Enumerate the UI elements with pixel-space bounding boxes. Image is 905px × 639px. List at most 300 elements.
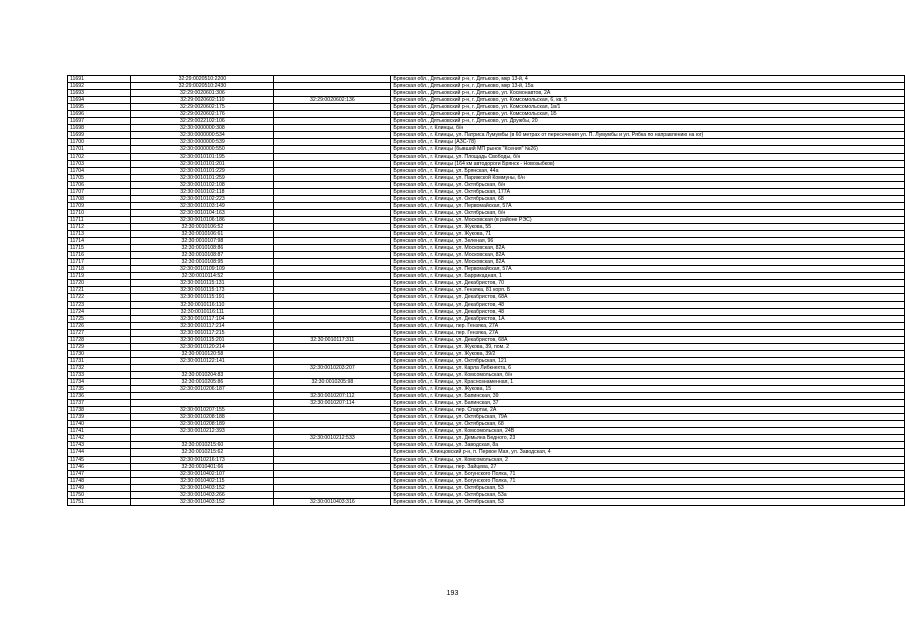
table-row [68,90,905,97]
row-number-cell: 11726 [68,322,131,329]
row-number-cell: 11721 [68,287,131,294]
related-cadastral-number-cell [274,160,391,167]
related-cadastral-number-cell: 32:30:0010205:98 [274,379,391,386]
cadastral-number-cell: 32:30:0010117:215 [131,329,274,336]
row-number-cell: 11702 [68,153,131,160]
cadastral-number-cell: 32:30:0010104:163 [131,209,274,216]
table-row [68,379,905,386]
related-cadastral-number-cell [274,301,391,308]
address-cell: Брянская обл., г. Клинцы, ул. Октябрьская, 53а [391,491,905,498]
table-row [68,484,905,491]
table-row [68,252,905,259]
row-number-cell: 11735 [68,386,131,393]
cadastral-number-cell: 32:30:0010116:111 [131,308,274,315]
related-cadastral-number-cell: 32:30:0010207:114 [274,400,391,407]
row-number-cell: 11716 [68,252,131,259]
address-cell: Брянская обл., г. Клинцы, пер. Спартак, 2А [391,407,905,414]
related-cadastral-number-cell [274,266,391,273]
related-cadastral-number-cell [274,245,391,252]
related-cadastral-number-cell [274,315,391,322]
table-row [68,132,905,139]
related-cadastral-number-cell [274,470,391,477]
cadastral-number-cell [131,393,274,400]
row-number-cell: 11693 [68,90,131,97]
table-row [68,442,905,449]
related-cadastral-number-cell [274,111,391,118]
cadastral-number-cell: 32:30:0010122:141 [131,357,274,364]
table-row [68,315,905,322]
table-row [68,400,905,407]
table-row [68,456,905,463]
related-cadastral-number-cell [274,104,391,111]
table-row [68,329,905,336]
cadastral-number-cell: 32:30:0000000:539 [131,139,274,146]
related-cadastral-number-cell [274,188,391,195]
cadastral-number-cell: 32:30:0010102:223 [131,195,274,202]
table-row [68,357,905,364]
related-cadastral-number-cell [274,357,391,364]
related-cadastral-number-cell [274,484,391,491]
cadastral-number-cell: 32:30:0010115:131 [131,280,274,287]
table-row [68,167,905,174]
table-row [68,209,905,216]
cadastral-number-cell: 32:30:0010106:186 [131,216,274,223]
row-number-cell: 11722 [68,294,131,301]
address-cell: Брянская обл., г. Клинцы, ул. Московская, 82А [391,252,905,259]
table-row [68,238,905,245]
related-cadastral-number-cell: 32:29:0020602:136 [274,97,391,104]
address-cell: Брянская обл., г. Клинцы, ул. Жукова, 55 [391,223,905,230]
related-cadastral-number-cell [274,273,391,280]
cadastral-number-cell: 32:30:0010102:108 [131,181,274,188]
related-cadastral-number-cell [274,181,391,188]
table-row [68,195,905,202]
cadastral-number-cell: 32:30:0010403:152 [131,498,274,505]
registry-table [67,75,905,506]
row-number-cell: 11727 [68,329,131,336]
table-row [68,231,905,238]
address-cell: Брянская обл., г. Клинцы, ул. Брянская, 44а [391,167,905,174]
address-cell: Брянская обл., Клинцовский р-н, п. Первое Мая, ул. Заводская, 4 [391,449,905,456]
address-cell: Брянская обл., г. Клинцы, ул. Богунского Полка, 71 [391,470,905,477]
cadastral-number-cell: 32:30:0010115:191 [131,294,274,301]
table-row [68,202,905,209]
address-cell: Брянская обл., Дятьковский р-н, г. Дятьково, мкр 13-й, 4 [391,76,905,83]
address-cell: Брянская обл., г. Клинцы, ул. Московская, 82А [391,245,905,252]
row-number-cell: 11732 [68,364,131,371]
address-cell: Брянская обл., г. Клинцы, ул. Декабристов, 1А [391,315,905,322]
cadastral-number-cell: 32:30:0010216:173 [131,456,274,463]
row-number-cell: 11741 [68,428,131,435]
address-cell: Брянская обл., Дятьковский р-н, г. Дятьково, мкр 13-й, 15а [391,83,905,90]
related-cadastral-number-cell [274,329,391,336]
address-cell: Брянская обл., г. Клинцы, ул. Заводская, 8а [391,442,905,449]
row-number-cell: 11692 [68,83,131,90]
address-cell: Брянская обл., г. Клинцы, ул. Первомайская, 57А [391,266,905,273]
address-cell: Брянская обл., Дятьковский р-н, г. Дятьково, ул. Дружбы, 20 [391,118,905,125]
related-cadastral-number-cell [274,414,391,421]
address-cell: Брянская обл., г. Клинцы, ул. Демьяна Бедного, 23 [391,435,905,442]
table-row [68,146,905,153]
table-row [68,498,905,505]
table-row [68,491,905,498]
table-row [68,245,905,252]
cadastral-number-cell: 32:30:0010120:58 [131,350,274,357]
cadastral-number-cell: 32:30:0010106:61 [131,231,274,238]
row-number-cell: 11697 [68,118,131,125]
table-row [68,153,905,160]
cadastral-number-cell: 32:30:0010109:109 [131,266,274,273]
row-number-cell: 11730 [68,350,131,357]
table-row [68,83,905,90]
address-cell: Брянская обл., г. Клинцы, ул. Комсомольская, 24В [391,428,905,435]
cadastral-number-cell: 32:30:0010212:393 [131,428,274,435]
address-cell: Брянская обл., г. Клинцы, ул. Карла Либкнехта, 6 [391,364,905,371]
cadastral-number-cell: 32:30:0010204:83 [131,371,274,378]
row-number-cell: 11719 [68,273,131,280]
cadastral-number-cell: 32:30:0000000:534 [131,132,274,139]
address-cell: Брянская обл., г. Клинцы, ул. Декабристов, 68А [391,336,905,343]
table-row [68,371,905,378]
table-row [68,181,905,188]
address-cell: Брянская обл., г. Клинцы, ул. Комсомольская, б/н [391,371,905,378]
row-number-cell: 11742 [68,435,131,442]
row-number-cell: 11733 [68,371,131,378]
table-row [68,364,905,371]
related-cadastral-number-cell [274,371,391,378]
address-cell: Брянская обл., Дятьковский р-н, г. Дятьково, ул. Комсомольская, 6, кв. 5 [391,97,905,104]
address-cell: Брянская обл., г. Клинцы, ул. Октябрьская, 121 [391,357,905,364]
related-cadastral-number-cell [274,132,391,139]
cadastral-number-cell: 32:30:0010108:86 [131,245,274,252]
cadastral-number-cell: 32:30:0010107:98 [131,238,274,245]
cadastral-number-cell: 32:30:0010402:115 [131,477,274,484]
table-row [68,449,905,456]
row-number-cell: 11749 [68,484,131,491]
related-cadastral-number-cell [274,216,391,223]
row-number-cell: 11718 [68,266,131,273]
cadastral-number-cell: 32:30:0010101:195 [131,153,274,160]
table-row [68,273,905,280]
related-cadastral-number-cell [274,202,391,209]
cadastral-number-cell: 32:30:0010120:214 [131,343,274,350]
address-cell: Брянская обл., г. Клинцы, ул. Октябрьская, 53 [391,484,905,491]
related-cadastral-number-cell [274,280,391,287]
address-cell: Брянская обл., г. Клинцы, ул. Октябрьская, 177А [391,188,905,195]
related-cadastral-number-cell: 32:30:0010212:533 [274,435,391,442]
related-cadastral-number-cell [274,90,391,97]
related-cadastral-number-cell [274,477,391,484]
cadastral-number-cell: 32:30:0010114:52 [131,273,274,280]
cadastral-number-cell: 32:30:0010115:201 [131,336,274,343]
row-number-cell: 11709 [68,202,131,209]
cadastral-number-cell: 32:30:0010108:87 [131,252,274,259]
cadastral-number-cell: 32:30:0010117:214 [131,322,274,329]
address-cell: Брянская обл., г. Клинцы (бывший МП рынок "Ксения" №26) [391,146,905,153]
related-cadastral-number-cell: 32:30:0010403:316 [274,498,391,505]
related-cadastral-number-cell [274,287,391,294]
table-row [68,280,905,287]
table-row [68,104,905,111]
table-row [68,97,905,104]
cadastral-number-cell: 32:29:0020601:306 [131,90,274,97]
address-cell: Брянская обл., г. Клинцы, пер. Гензяка, 27А [391,329,905,336]
table-row [68,188,905,195]
related-cadastral-number-cell [274,463,391,470]
related-cadastral-number-cell [274,350,391,357]
row-number-cell: 11700 [68,139,131,146]
table-row [68,308,905,315]
related-cadastral-number-cell [274,231,391,238]
row-number-cell: 11712 [68,223,131,230]
cadastral-number-cell: 32:30:0010102:118 [131,188,274,195]
table-row [68,174,905,181]
address-cell: Брянская обл., г. Клинцы, ул. Декабристов, 68А [391,294,905,301]
address-cell: Брянская обл., г. Клинцы, ул. Жукова, 39/2 [391,350,905,357]
related-cadastral-number-cell [274,195,391,202]
cadastral-number-cell: 32:29:0020510:2200 [131,76,274,83]
row-number-cell: 11729 [68,343,131,350]
cadastral-number-cell: 32:30:0010103:149 [131,202,274,209]
related-cadastral-number-cell [274,442,391,449]
table-row [68,336,905,343]
row-number-cell: 11699 [68,132,131,139]
address-cell: Брянская обл., г. Клинцы, пер. Гензяка, 27А [391,322,905,329]
row-number-cell: 11710 [68,209,131,216]
address-cell: Брянская обл., г. Клинцы, ул. Московская, 82А [391,259,905,266]
related-cadastral-number-cell [274,146,391,153]
cadastral-number-cell: 32:30:0010106:52 [131,223,274,230]
cadastral-number-cell: 32:30:0010101:229 [131,167,274,174]
related-cadastral-number-cell [274,421,391,428]
row-number-cell: 11751 [68,498,131,505]
row-number-cell: 11703 [68,160,131,167]
row-number-cell: 11724 [68,308,131,315]
cadastral-number-cell: 32:30:0010403:152 [131,484,274,491]
table-row [68,259,905,266]
table-row [68,428,905,435]
row-number-cell: 11734 [68,379,131,386]
address-cell: Брянская обл., г. Клинцы, ул. Зеленая, 96 [391,238,905,245]
related-cadastral-number-cell [274,428,391,435]
related-cadastral-number-cell [274,83,391,90]
table-row [68,350,905,357]
address-cell: Брянская обл., г. Клинцы, ул. Гензяка, 81 корп. Б [391,287,905,294]
row-number-cell: 11750 [68,491,131,498]
related-cadastral-number-cell [274,252,391,259]
table-row [68,76,905,83]
row-number-cell: 11705 [68,174,131,181]
related-cadastral-number-cell [274,139,391,146]
row-number-cell: 11706 [68,181,131,188]
cadastral-number-cell [131,400,274,407]
address-cell: Брянская обл., г. Клинцы, ул. Бапинская, 37 [391,400,905,407]
cadastral-number-cell: 32:29:0022102:106 [131,118,274,125]
row-number-cell: 11691 [68,76,131,83]
cadastral-number-cell: 32:30:0010101:201 [131,160,274,167]
cadastral-number-cell: 32:30:0010401:66 [131,463,274,470]
row-number-cell: 11713 [68,231,131,238]
address-cell: Брянская обл., г. Клинцы, ул. Площадь Свободы, б/н [391,153,905,160]
row-number-cell: 11739 [68,414,131,421]
table-row [68,393,905,400]
address-cell: Брянская обл., г. Клинцы, ул. Парижской Коммуны, б/н [391,174,905,181]
related-cadastral-number-cell [274,449,391,456]
table-row [68,386,905,393]
related-cadastral-number-cell [274,322,391,329]
row-number-cell: 11715 [68,245,131,252]
related-cadastral-number-cell [274,259,391,266]
address-cell: Брянская обл., г. Клинцы, пер. Зайцева, 27 [391,463,905,470]
table-row [68,160,905,167]
related-cadastral-number-cell [274,386,391,393]
cadastral-number-cell: 32:29:0020602:110 [131,97,274,104]
address-cell: Брянская обл., г. Клинцы, ул. Октябрьская, 68 [391,421,905,428]
address-cell: Брянская обл., Дятьковский р-н, г. Дятьково, ул. Космонавтов, 2А [391,90,905,97]
related-cadastral-number-cell [274,76,391,83]
table-row [68,216,905,223]
table-row [68,322,905,329]
cadastral-number-cell: 32:30:0010208:189 [131,421,274,428]
table-row [68,125,905,132]
page-number: 193 [446,590,459,597]
address-cell: Брянская обл., г. Клинцы, ул. Жукова, 71 [391,231,905,238]
row-number-cell: 11736 [68,393,131,400]
table-row [68,343,905,350]
address-cell: Брянская обл., г. Клинцы, ул. Бапинская, 39 [391,393,905,400]
cadastral-number-cell: 32:30:0010117:104 [131,315,274,322]
related-cadastral-number-cell [274,209,391,216]
address-cell: Брянская обл., г. Клинцы, ул. Первомайская, 57А [391,202,905,209]
registry-table-body [68,76,905,506]
cadastral-number-cell: 32:29:0020510:2430 [131,83,274,90]
row-number-cell: 11725 [68,315,131,322]
row-number-cell: 11704 [68,167,131,174]
cadastral-number-cell: 32:30:0010402:107 [131,470,274,477]
related-cadastral-number-cell [274,223,391,230]
table-row [68,421,905,428]
address-cell: Брянская обл., г. Клинцы (164 км автодороги Брянск - Новозыбков) [391,160,905,167]
row-number-cell: 11720 [68,280,131,287]
cadastral-number-cell: 32:29:0020602:176 [131,111,274,118]
row-number-cell: 11711 [68,216,131,223]
table-row [68,414,905,421]
table-row [68,223,905,230]
related-cadastral-number-cell [274,343,391,350]
related-cadastral-number-cell [274,491,391,498]
row-number-cell: 11737 [68,400,131,407]
row-number-cell: 11738 [68,407,131,414]
cadastral-number-cell: 32:30:0010403:266 [131,491,274,498]
table-row [68,407,905,414]
related-cadastral-number-cell [274,118,391,125]
table-row [68,287,905,294]
row-number-cell: 11714 [68,238,131,245]
table-row [68,463,905,470]
address-cell: Брянская обл., г. Клинцы, ул. Патриса Лумумбы (в 60 метрах от пересечения ул. П. Лумумбы и ул. Рябка по направлению на юг) [391,132,905,139]
cadastral-number-cell: 32:30:0010115:173 [131,287,274,294]
cadastral-number-cell: 32:30:0010108:95 [131,259,274,266]
table-row [68,266,905,273]
row-number-cell: 11707 [68,188,131,195]
address-cell: Брянская обл., г. Клинцы, ул. Декабристов, 48 [391,308,905,315]
related-cadastral-number-cell [274,308,391,315]
table-row [68,301,905,308]
row-number-cell: 11701 [68,146,131,153]
address-cell: Брянская обл., г. Клинцы, ул. Комсомольская, 2 [391,456,905,463]
table-row [68,294,905,301]
row-number-cell: 11695 [68,104,131,111]
address-cell: Брянская обл., г. Клинцы, ул. Жукова, 39, пом. 2 [391,343,905,350]
address-cell: Брянская обл., г. Клинцы, ул. Жукова, 15 [391,386,905,393]
related-cadastral-number-cell [274,238,391,245]
address-cell: Брянская обл., г. Клинцы (АЗС-78) [391,139,905,146]
row-number-cell: 11731 [68,357,131,364]
address-cell: Брянская обл., г. Клинцы, ул. Баррикадная, 1 [391,273,905,280]
related-cadastral-number-cell: 32:30:0010117:311 [274,336,391,343]
table-row [68,470,905,477]
related-cadastral-number-cell: 32:30:0010207:112 [274,393,391,400]
cadastral-number-cell: 32:30:0010206:187 [131,386,274,393]
related-cadastral-number-cell [274,167,391,174]
table-row [68,139,905,146]
row-number-cell: 11747 [68,470,131,477]
table-row [68,111,905,118]
cadastral-number-cell: 32:30:0010205:86 [131,379,274,386]
related-cadastral-number-cell [274,153,391,160]
row-number-cell: 11745 [68,456,131,463]
row-number-cell: 11708 [68,195,131,202]
related-cadastral-number-cell [274,456,391,463]
address-cell: Брянская обл., Дятьковский р-н, г. Дятьково, ул. Комсомольская, 1Б [391,111,905,118]
row-number-cell: 11740 [68,421,131,428]
cadastral-number-cell: 32:30:0000000:550 [131,146,274,153]
related-cadastral-number-cell [274,407,391,414]
cadastral-number-cell: 32:30:0010207:155 [131,407,274,414]
address-cell: Брянская обл., г. Клинцы, ул. Краснознаменная, 1 [391,379,905,386]
row-number-cell: 11698 [68,125,131,132]
cadastral-number-cell: 32:29:0020602:175 [131,104,274,111]
table-row [68,118,905,125]
cadastral-number-cell: 32:30:0010208:188 [131,414,274,421]
cadastral-number-cell [131,364,274,371]
cadastral-number-cell: 32:30:0010215:60 [131,442,274,449]
cadastral-number-cell: 32:30:0010215:62 [131,449,274,456]
cadastral-number-cell: 32:30:0010116:110 [131,301,274,308]
row-number-cell: 11717 [68,259,131,266]
table-row [68,435,905,442]
address-cell: Брянская обл., г. Клинцы, ул. Октябрьская, б/н [391,209,905,216]
row-number-cell: 11743 [68,442,131,449]
address-cell: Брянская обл., г. Клинцы, ул. Декабристов, 70 [391,280,905,287]
related-cadastral-number-cell [274,174,391,181]
table-row [68,477,905,484]
cadastral-number-cell: 32:30:0010101:259 [131,174,274,181]
row-number-cell: 11723 [68,301,131,308]
row-number-cell: 11694 [68,97,131,104]
related-cadastral-number-cell [274,294,391,301]
row-number-cell: 11728 [68,336,131,343]
row-number-cell: 11696 [68,111,131,118]
address-cell: Брянская обл., г. Клинцы, ул. Октябрьская, б/н [391,181,905,188]
address-cell: Брянская обл., г. Клинцы, ул. Богунского Полка, 71 [391,477,905,484]
address-cell: Брянская обл., г. Клинцы, ул. Декабристов, 48 [391,301,905,308]
address-cell: Брянская обл., г. Клинцы, ул. Октябрьская, 53 [391,498,905,505]
cadastral-number-cell [131,435,274,442]
address-cell: Брянская обл., г. Клинцы, ул. Октябрьская, 68 [391,195,905,202]
row-number-cell: 11744 [68,449,131,456]
row-number-cell: 11746 [68,463,131,470]
